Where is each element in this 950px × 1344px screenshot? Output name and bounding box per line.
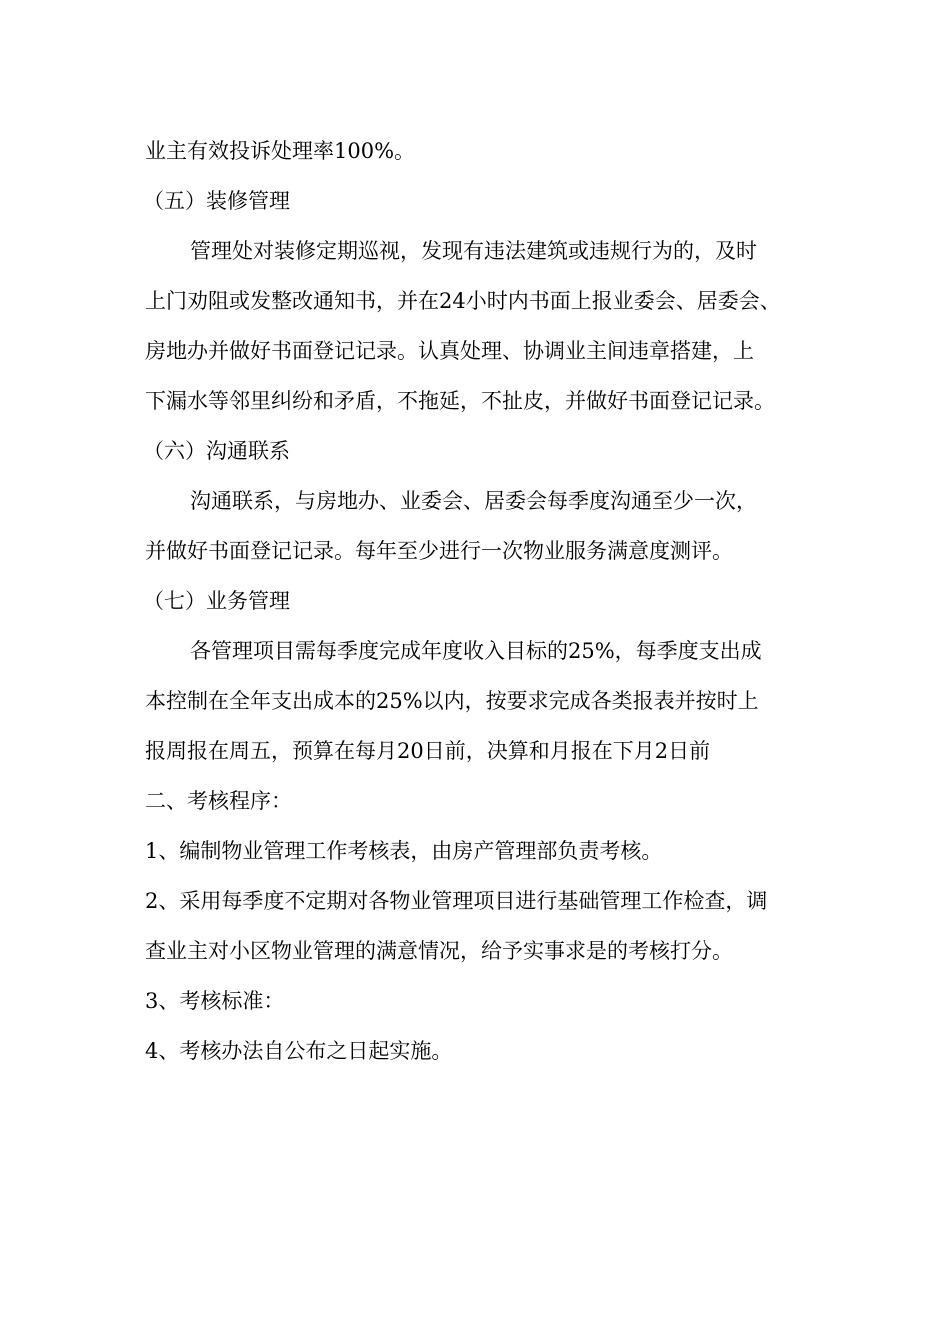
section-heading: （五）装修管理: [143, 189, 290, 213]
list-item: 4、考核办法自公布之日起实施。: [145, 1039, 453, 1063]
paragraph-line: 上门劝阻或发整改通知书，并在24小时内书面上报业委会、居委会、: [145, 289, 781, 313]
section-heading: （七）业务管理: [143, 589, 290, 613]
list-item: 3、考核标准：: [145, 989, 285, 1013]
paragraph-line: 业主有效投诉处理率100%。: [145, 139, 416, 163]
paragraph-line: 并做好书面登记记录。每年至少进行一次物业服务满意度测评。: [145, 539, 733, 563]
paragraph-line: 房地办并做好书面登记记录。认真处理、协调业主间违章搭建，上: [145, 339, 754, 363]
paragraph-line: 下漏水等邻里纠纷和矛盾，不拖延，不扯皮，并做好书面登记记录。: [145, 389, 775, 413]
list-item: 2、采用每季度不定期对各物业管理项目进行基础管理工作检查，调: [145, 889, 768, 913]
section-heading: 二、考核程序：: [145, 789, 292, 813]
paragraph-line: 各管理项目需每季度完成年度收入目标的25%，每季度支出成: [190, 639, 762, 663]
paragraph-line: 报周报在周五，预算在每月20日前，决算和月报在下月2日前: [145, 739, 711, 763]
paragraph-line: 管理处对装修定期巡视，发现有违法建筑或违规行为的，及时: [190, 239, 757, 263]
paragraph-line: 沟通联系，与房地办、业委会、居委会每季度沟通至少一次，: [190, 489, 757, 513]
paragraph-line: 查业主对小区物业管理的满意情况，给予实事求是的考核打分。: [145, 939, 733, 963]
section-heading: （六）沟通联系: [143, 439, 290, 463]
list-item: 1、编制物业管理工作考核表，由房产管理部负责考核。: [145, 839, 663, 863]
paragraph-line: 本控制在全年支出成本的25%以内，按要求完成各类报表并按时上: [145, 689, 759, 713]
